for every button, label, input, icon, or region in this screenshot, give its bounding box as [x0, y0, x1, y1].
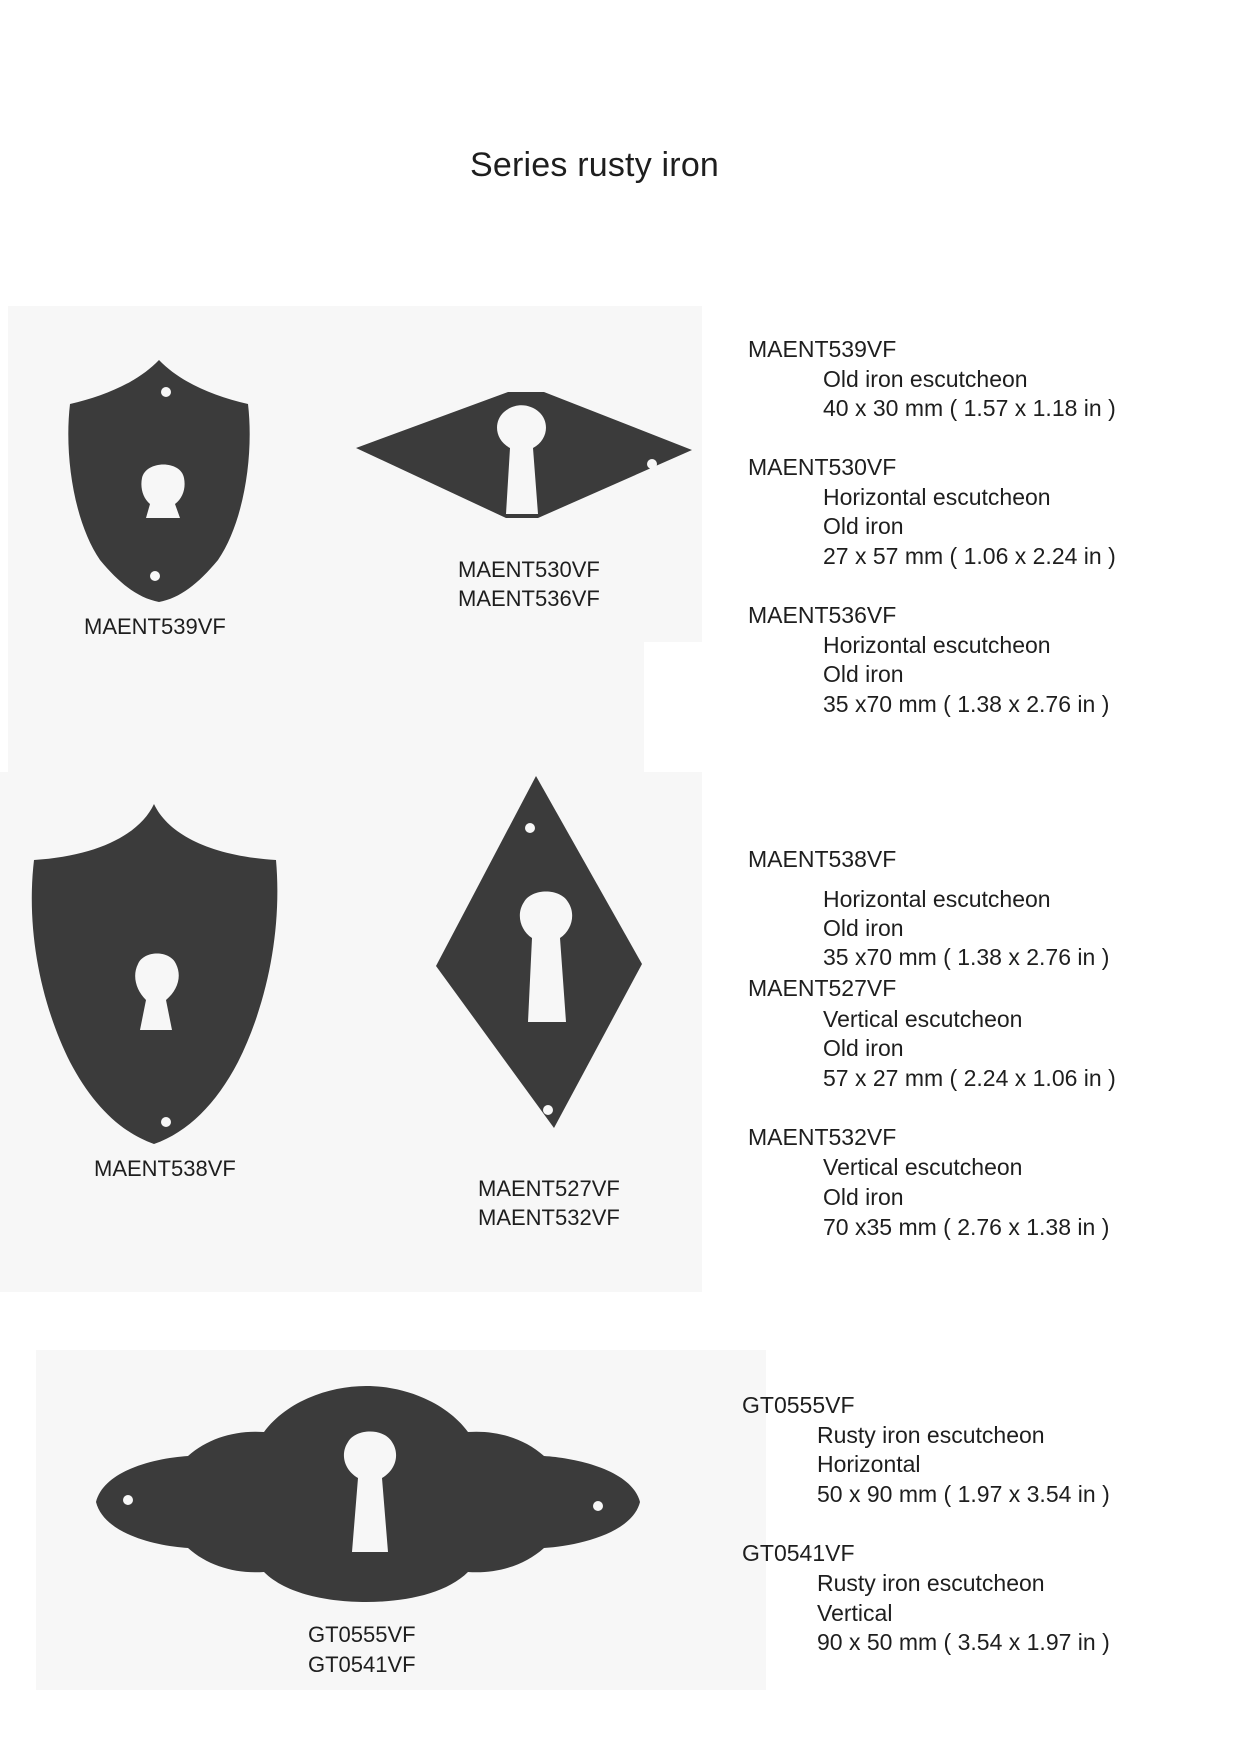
- figure-label: MAENT532VF: [478, 1205, 620, 1230]
- spec-material: Old iron: [823, 513, 904, 539]
- spec-orientation: Horizontal: [817, 1451, 921, 1477]
- spec-orientation: Vertical: [817, 1600, 893, 1626]
- spec-description: Horizontal escutcheon: [823, 886, 1051, 912]
- spec-material: Old iron: [823, 1184, 904, 1210]
- figure-label: GT0555VF: [308, 1622, 416, 1647]
- spec-code: MAENT530VF: [748, 454, 897, 480]
- spec-dimensions: 40 x 30 mm ( 1.57 x 1.18 in ): [823, 395, 1116, 421]
- escutcheon-527-image: [436, 776, 642, 1128]
- spec-description: Vertical escutcheon: [823, 1006, 1023, 1032]
- spec-dimensions: 35 x70 mm ( 1.38 x 2.76 in ): [823, 944, 1110, 970]
- spec-material: Old iron: [823, 915, 904, 941]
- figure-label: MAENT527VF: [478, 1176, 620, 1201]
- spec-dimensions: 27 x 57 mm ( 1.06 x 2.24 in ): [823, 543, 1116, 569]
- escutcheon-539-image: [68, 360, 250, 602]
- escutcheon-538-image: [32, 804, 278, 1144]
- spec-description: Horizontal escutcheon: [823, 632, 1051, 658]
- spec-dimensions: 70 x35 mm ( 2.76 x 1.38 in ): [823, 1214, 1110, 1240]
- figure-label: MAENT538VF: [94, 1156, 236, 1181]
- photo-panel-middle-gap: [8, 642, 644, 772]
- spec-dimensions: 35 x70 mm ( 1.38 x 2.76 in ): [823, 691, 1110, 717]
- escutcheon-gt0555-image: [96, 1382, 640, 1602]
- spec-dimensions: 90 x 50 mm ( 3.54 x 1.97 in ): [817, 1629, 1110, 1655]
- spec-description: Horizontal escutcheon: [823, 484, 1051, 510]
- figure-label: GT0541VF: [308, 1652, 416, 1677]
- spec-code: MAENT527VF: [748, 975, 897, 1001]
- spec-material: Old iron: [823, 1035, 904, 1061]
- spec-description: Rusty iron escutcheon: [817, 1570, 1045, 1596]
- spec-description: Old iron escutcheon: [823, 366, 1028, 392]
- spec-dimensions: 57 x 27 mm ( 2.24 x 1.06 in ): [823, 1065, 1116, 1091]
- spec-description: Vertical escutcheon: [823, 1154, 1023, 1180]
- spec-code: MAENT538VF: [748, 846, 897, 872]
- spec-material: Old iron: [823, 661, 904, 687]
- page-title: Series rusty iron: [470, 146, 720, 184]
- spec-code: MAENT539VF: [748, 336, 897, 362]
- figure-label: MAENT536VF: [458, 586, 600, 611]
- escutcheon-530-image: [356, 392, 692, 518]
- spec-description: Rusty iron escutcheon: [817, 1422, 1045, 1448]
- spec-code: MAENT536VF: [748, 602, 897, 628]
- figure-label: MAENT539VF: [84, 614, 226, 639]
- spec-dimensions: 50 x 90 mm ( 1.97 x 3.54 in ): [817, 1481, 1110, 1507]
- spec-code: GT0555VF: [742, 1392, 855, 1418]
- figure-label: MAENT530VF: [458, 557, 600, 582]
- spec-code: GT0541VF: [742, 1540, 855, 1566]
- spec-code: MAENT532VF: [748, 1124, 897, 1150]
